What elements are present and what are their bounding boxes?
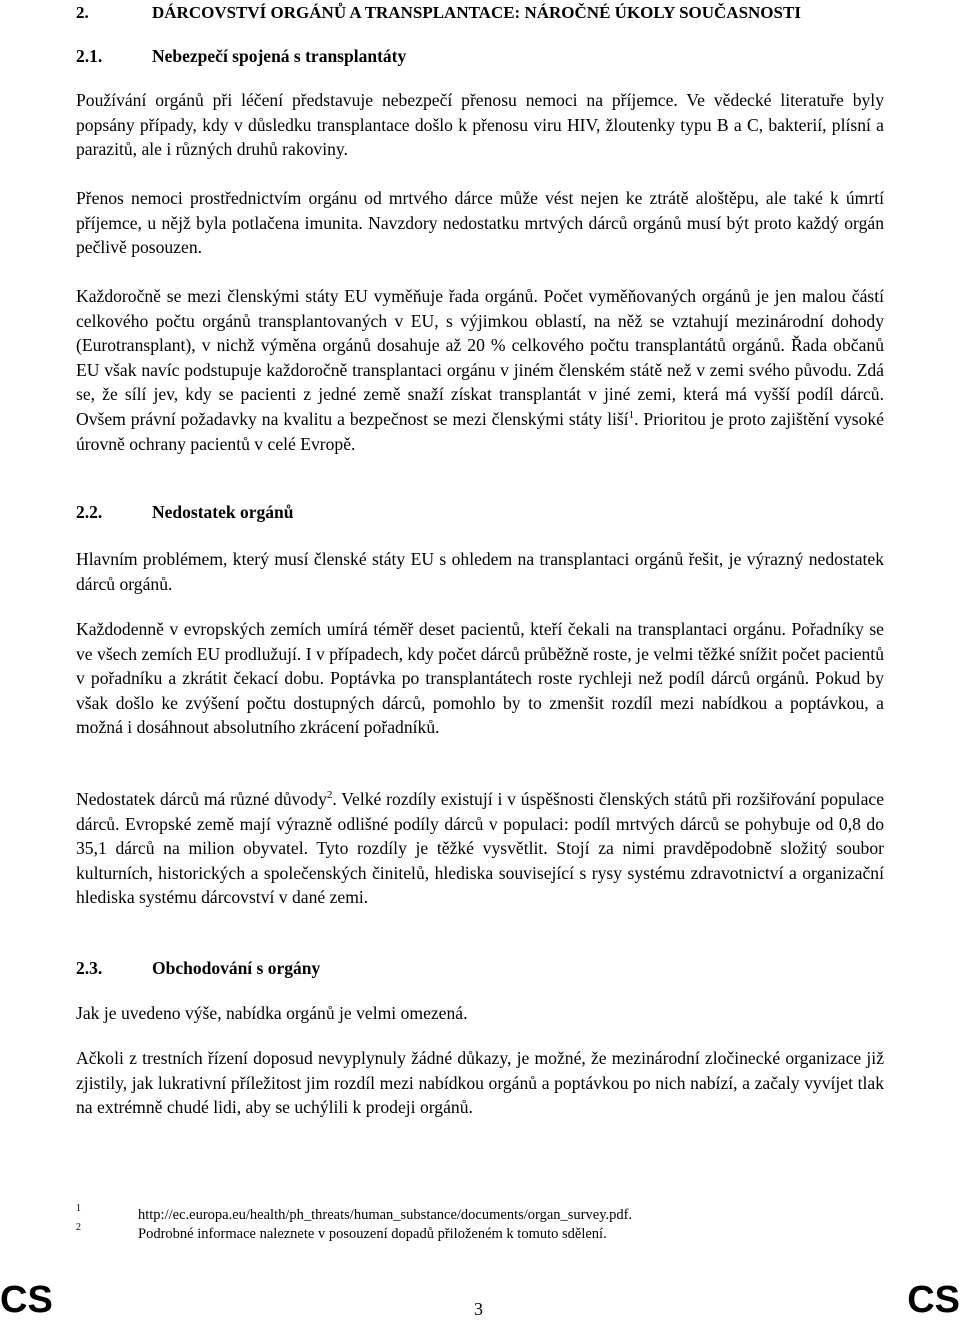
language-code-left: CS [0, 1279, 53, 1321]
paragraph: Přenos nemoci prostřednictvím orgánu od mrtvého dárce může vést nejen ke ztrátě aloštěpu, ale také k úmrtí příjemce, u nějž byla potlačena imunita. Navzdory nedostatku mrtvých dárců orgánů musí být proto každý orgán pečlivě posouzen. [76, 188, 884, 258]
subsection-title: Nedostatek orgánů [152, 502, 294, 522]
section-title: DÁRCOVSTVÍ ORGÁNŮ A TRANSPLANTACE: NÁROČNÉ ÚKOLY SOUČASNOSTI [152, 3, 801, 22]
subsection-heading [76, 958, 320, 979]
paragraph [76, 787, 884, 910]
subsection-number: 2.3. [76, 958, 103, 978]
subsection-title: Nebezpečí spojená s transplantáty [152, 46, 407, 66]
paragraph: Hlavním problémem, který musí členské státy EU s ohledem na transplantaci orgánů řešit, je výrazný nedostatek dárců orgánů. [76, 549, 884, 594]
footnote-number: 1 [76, 1203, 81, 1214]
footnote-link[interactable]: http://ec.europa.eu/health/ph_threats/human_substance/documents/organ_survey.pdf. [138, 1207, 633, 1223]
footnote-reference: 2 [326, 789, 333, 802]
section-number: 2. [76, 3, 89, 22]
footnote-number: 2 [76, 1222, 81, 1233]
subsection-heading [76, 502, 293, 523]
footnote-text: Podrobné informace naleznete v posouzení dopadů přiloženém k tomuto sdělení. [138, 1226, 607, 1242]
language-code-right: CS [907, 1279, 960, 1321]
subsection-title: Obchodování s orgány [152, 958, 321, 978]
paragraph-text: . Velké rozdíly existují i v úspěšnosti členských států při rozšiřování populace dárců. Evropské země mají výrazně odlišné podíly dárců v populaci: podíl mrtvých dárců se pohybuje od 0,8 do 35,1 dárců na milion obyvatel. Tyto rozdíly je těžké vysvětlit. Stojí za nimi pravděpodobně složitý soubor kulturních, historických a společenských činitelů, hlediska související s rysy systému zdravotnictví a organizační hlediska systému dárcovství v dané zemi. [76, 789, 884, 908]
paragraph-text: . Prioritou je proto zajištění vysoké úrovně ochrany pacientů v celé Evropě. [76, 408, 884, 454]
subsection-number: 2.2. [76, 502, 103, 522]
paragraph: Jak je uvedeno výše, nabídka orgánů je velmi omezená. [76, 1003, 468, 1023]
subsection-heading [76, 46, 406, 67]
subsection-number: 2.1. [76, 46, 103, 66]
section-heading [76, 3, 801, 23]
paragraph [76, 284, 884, 456]
paragraph-text: Každoročně se mezi členskými státy EU vyměňuje řada orgánů. Počet vyměňovaných orgánů je jen malou částí celkového počtu orgánů transplantovaných v EU, s výjimkou oblastí, na něž se vztahují mezinárodní dohody (Eurotransplant), v nichž výměna orgánů dosahuje až 20 % celkového počtu transplantátů orgánů. Řada občanů EU však navíc podstupuje každoročně transplantaci orgánu v jiném členském státě než v zemi svého původu. Zdá se, že sílí jev, kdy se pacienti z jedné země snaží získat transplantát v jiné zemi, která má vyšší podíl dárců. Ovšem právní požadavky na kvalitu a bezpečnost se mezi členskými státy liší [76, 286, 884, 429]
paragraph: Ačkoli z trestních řízení doposud nevyplynuly žádné důkazy, je možné, že mezinárodní zločinecké organizace již zjistily, jak lukrativní příležitost jim rozdíl mezi nabídkou orgánů a poptávkou po nich nabízí, a začaly vyvíjet tlak na extrémně chudé lidi, aby se uchýlili k prodeji orgánů. [76, 1048, 884, 1118]
paragraph-text: Nedostatek dárců má různé důvody [76, 789, 327, 809]
paragraph: Každodenně v evropských zemích umírá téměř deset pacientů, kteří čekali na transplantaci orgánu. Pořadníky se ve všech zemích EU prodlužují. I v případech, kdy počet dárců průběžně roste, je velmi těžké snížit počet pacientů v pořadníku a zkrátit čekací dobu. Poptávka po transplantátech roste rychleji než podíl dárců orgánů. Pokud by však došlo ke zvýšení počtu dostupných dárců, pomohlo by to zmenšit rozdíl mezi nabídkou a poptávkou, a možná i dosáhnout absolutního zkrácení pořadníků. [76, 619, 884, 738]
paragraph: Používání orgánů při léčení představuje nebezpečí přenosu nemoci na příjemce. Ve vědecké literatuře byly popsány případy, kdy v důsledku transplantace došlo k přenosu viru HIV, žloutenky typu B a C, bakterií, plísní a parazitů, ale i různých druhů rakoviny. [76, 90, 884, 160]
page-number: 3 [474, 1299, 483, 1319]
footnote-reference: 1 [628, 409, 635, 422]
